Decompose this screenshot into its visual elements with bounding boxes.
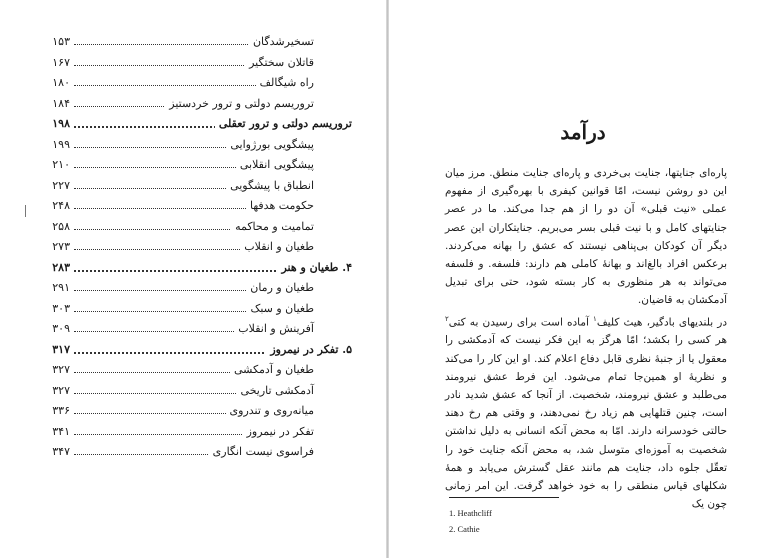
toc-entry xyxy=(30,442,352,463)
toc-entry xyxy=(30,135,352,156)
toc-entry-title: طغیان و انقلاب xyxy=(240,237,314,258)
toc-entry-page: ۱۸۰ xyxy=(52,76,70,89)
toc-entry-title: تفکر در نیمروز xyxy=(243,422,314,443)
toc-entry xyxy=(30,381,352,402)
margin-mark xyxy=(25,205,26,217)
toc-entry-page: ۳۰۳ xyxy=(52,301,70,315)
toc-entry-title: انطباق با پیشگویی xyxy=(226,176,314,197)
leader-dots xyxy=(74,270,312,272)
toc-entry-title: تمامیت و محاکمه xyxy=(231,217,314,238)
toc-entry-page: ۲۱۰ xyxy=(52,158,70,171)
intro-paragraph-2-middle: آماده است برای رسیدن به کتی xyxy=(448,316,594,329)
toc-entry xyxy=(30,53,352,74)
toc-entry xyxy=(30,176,352,197)
toc-entry-title: پیشگویی انقلابی xyxy=(236,155,314,176)
intro-paragraph-2 xyxy=(445,310,727,514)
toc-entry-title: ۴. طغیان و هنر xyxy=(277,258,352,279)
toc-entry-title: قاتلان سختگیر xyxy=(245,53,314,74)
toc-entry-page: ۳۰۹ xyxy=(52,322,70,335)
toc-entry-title: آدمکشی تاریخی xyxy=(237,381,314,402)
toc-entry-page: ۱۶۷ xyxy=(52,55,70,69)
footnote-marker-2: ۲ xyxy=(445,314,449,323)
toc-entry-page: ۳۴۷ xyxy=(52,445,70,458)
toc-entry-title: پیشگویی بورژوایی xyxy=(226,135,314,156)
leader-dots xyxy=(74,208,274,209)
toc-entry-title: تسخیرشدگان xyxy=(249,32,314,53)
leader-dots xyxy=(74,85,274,86)
intro-body xyxy=(445,164,727,513)
leader-dots xyxy=(74,44,274,45)
toc-entry xyxy=(30,258,352,279)
leader-dots xyxy=(74,290,274,291)
toc-entry xyxy=(30,196,352,217)
table-of-contents xyxy=(30,32,352,463)
toc-entry xyxy=(30,114,352,135)
toc-entry-title: طغیان و رمان xyxy=(246,278,314,299)
toc-entry-page: ۳۱۷ xyxy=(52,342,70,356)
toc-entry-title: راه شیگالف xyxy=(256,73,314,94)
toc-page xyxy=(0,0,387,558)
footnote-1: 1. Heathcliff xyxy=(449,508,492,518)
intro-paragraph-2-end: هر کسی را بکشد؛ امّا هرگز به این فکر نیست که آدمکشی را معقول یا از جنبهٔ نظری قابل دفاع اعلام کند. او این کار را می‌کند و نظریهٔ او همین‌جا تمام می‌شود. این فرط عشق نیرومند می‌طلبد و عشق نیرومند، شخصیت. از آنجا که عشق شدید نادر است، چنین قتلهایی هم زیاد رخ نمی‌دهند، و وقتی هم رخ دهند حالتی خودسرانه دارند. امّا به محض آنکه انسانی به دلیل نداشتن شخصیت به آموزه‌ای متوسل شد، به محض آنکه جنایت خود را تعقّل جلوه داد، جنایت هم مانند عقل گسترش می‌یابد و همهٔ شکلهای قیاس منطقی را به خود خواهد گرفت. این امر زمانی چون یک xyxy=(445,334,727,511)
toc-entry-page: ۲۲۷ xyxy=(52,178,70,192)
intro-paragraph-1: پاره‌ای جنایتها، جنایت بی‌خردی و پاره‌ای جنایت منطق. مرز میان این دو روشن نیست، امّا قوانین کیفری با بهره‌گیری از مفهوم عملی «نیت قبلی» آن دو را از هم جدا می‌کند. ما در عصر جنایتهای کامل و با نیت قبلی بسر می‌بریم. جنایتکاران این عصر دیگر آن کودکان بی‌پناهی نیستند که عشق را بهانه می‌کردند. برعکس افراد بالغ‌اند و بهانهٔ کاملی هم دارند: فلسفه. و فلسفه می‌تواند به هر منظوری به کار بسته شود، حتی برای تبدیل آدمکشان به قاضیان. xyxy=(445,167,727,307)
toc-entry xyxy=(30,340,352,361)
toc-entry-title: میانه‌روی و تندروی xyxy=(226,401,314,422)
toc-entry xyxy=(30,217,352,238)
toc-entry xyxy=(30,94,352,115)
toc-entry-page: ۳۴۱ xyxy=(52,424,70,438)
toc-entry xyxy=(30,278,352,299)
toc-entry-page: ۱۵۳ xyxy=(52,35,70,48)
footnotes xyxy=(449,505,492,537)
toc-entry xyxy=(30,360,352,381)
toc-entry xyxy=(30,299,352,320)
chapter-heading: درآمد xyxy=(560,120,606,144)
footnote-marker-1: ۱ xyxy=(593,314,597,323)
toc-entry-title: طغیان و آدمکشی xyxy=(230,360,314,381)
toc-entry xyxy=(30,422,352,443)
intro-paragraph-2-start: در بلندیهای بادگیر، هیث کلیف xyxy=(596,316,727,329)
toc-entry-title: تروریسم دولتی و ترور خردستیز xyxy=(165,94,314,115)
toc-entry-page: ۲۹۱ xyxy=(52,281,70,294)
toc-entry-title: حکومت هدفها xyxy=(246,196,314,217)
toc-entry-page: ۱۹۹ xyxy=(52,137,70,151)
toc-entry xyxy=(30,32,352,53)
toc-entry-page: ۳۲۷ xyxy=(52,383,70,397)
toc-entry-page: ۲۴۸ xyxy=(52,199,70,212)
toc-entry-page: ۳۳۶ xyxy=(52,404,70,417)
toc-entry-page: ۱۹۸ xyxy=(52,117,70,130)
toc-entry-page: ۲۸۳ xyxy=(52,260,70,274)
toc-entry-title: فراسوی نیست انگاری xyxy=(209,442,314,463)
toc-entry xyxy=(30,319,352,340)
footnote-2: 2. Cathie xyxy=(449,524,480,534)
toc-entry-page: ۳۲۷ xyxy=(52,363,70,376)
toc-entry-page: ۲۵۸ xyxy=(52,219,70,233)
toc-entry xyxy=(30,155,352,176)
toc-entry-title: تروریسم دولتی و ترور تعقلی xyxy=(215,114,352,135)
toc-entry-page: ۱۸۴ xyxy=(52,96,70,110)
toc-entry-title: طغیان و سبک xyxy=(247,299,315,320)
leader-dots xyxy=(74,311,274,312)
toc-entry-title: ۵. تفکر در نیمروز xyxy=(266,340,352,361)
footnote-divider xyxy=(449,497,559,498)
toc-entry-page: ۲۷۳ xyxy=(52,240,70,253)
leader-dots xyxy=(74,65,274,66)
intro-page xyxy=(389,0,777,558)
toc-entry xyxy=(30,401,352,422)
toc-entry-title: آفرینش و انقلاب xyxy=(234,319,314,340)
toc-entry xyxy=(30,73,352,94)
toc-entry xyxy=(30,237,352,258)
